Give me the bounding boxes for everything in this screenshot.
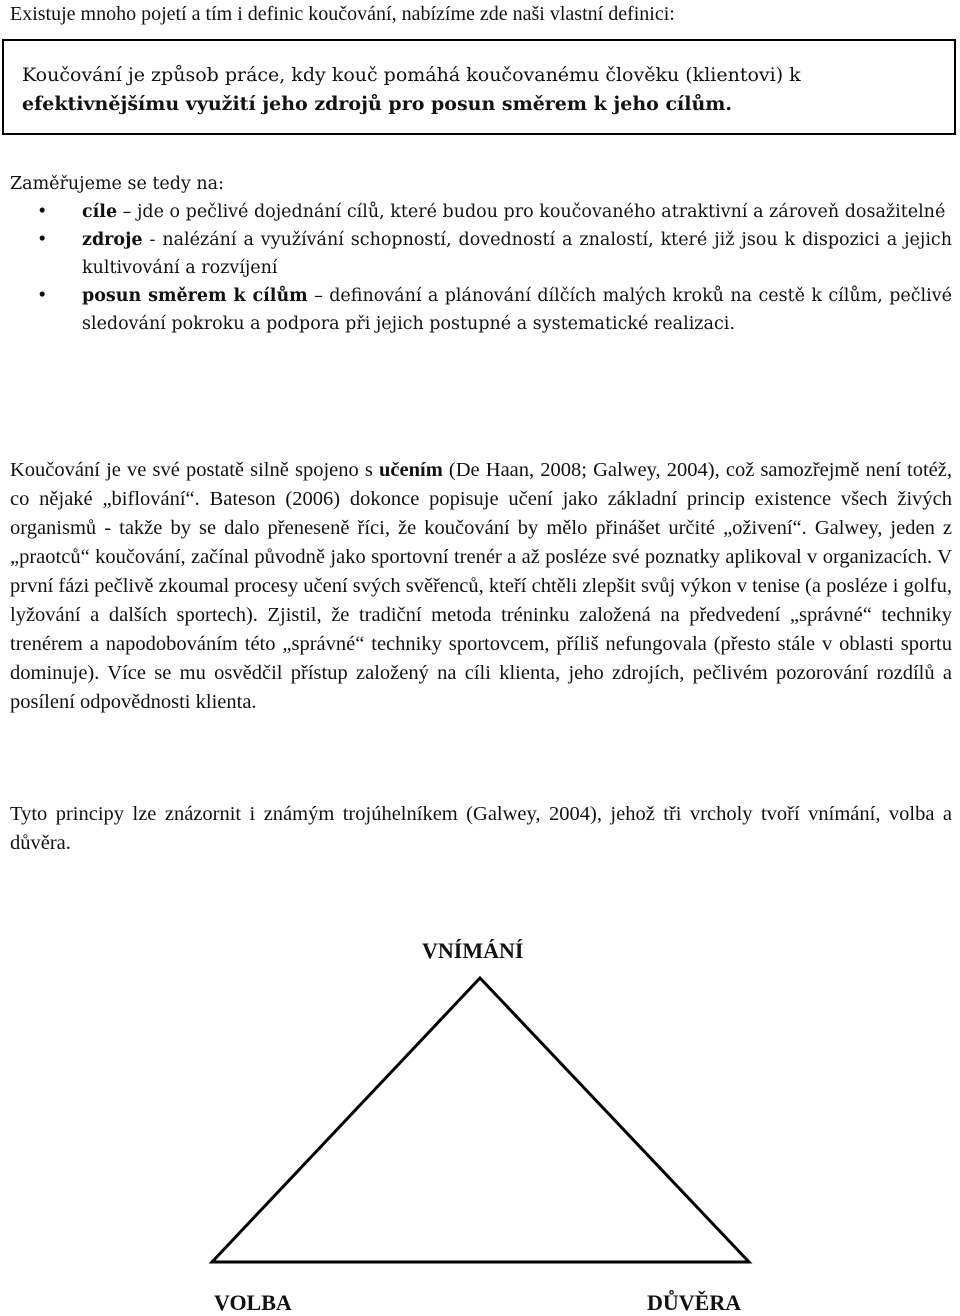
focus-text: – definování a plánování dílčích malých kroků na cestě k cílům, pečlivé sledování pokroku a podpora při jejich postupné a systematické realizaci. bbox=[82, 286, 952, 334]
definition-line-1: Koučování je způsob práce, kdy kouč pomáhá koučovanému člověku (klientovi) k bbox=[22, 64, 801, 86]
bullet-icon: • bbox=[37, 286, 48, 306]
paragraph-learning-rest: (De Haan, 2008; Galwey, 2004), což samozřejmě není totéž, co nějaké „biflování“. Bateson (2006) dokonce popisuje učení jako základní princip existence všech živých organismů - takže by se dalo přeneseně říci, že koučování by mělo přinášet určité „oživení“. Galwey, jeden z „praotců“ koučování, začínal původně jako sportovní trenér a až posléze své poznatky aplikoval v organizacích. V první fázi pečlivě zkoumal procesy učení svých svěřenců, kteří chtěli zlepšit svůj výkon v tenise (a posléze i golfu, lyžování a dalších sportech). Zjistil, že tradiční metoda tréninku založená na předvedení „správné“ techniky trenérem a napodobováním této „správné“ techniky sportovcem, příliš nefungovala (přesto stále v oblasti sportu dominuje). Více se mu osvědčil přístup založený na cíli klienta, jeho zdrojích, pečlivém pozorování rozdílů a posílení odpovědnosti klienta. bbox=[10, 459, 952, 713]
focus-term: posun směrem k cílům bbox=[82, 286, 308, 306]
triangle-label-choice: VOLBA bbox=[214, 1290, 292, 1315]
bullet-icon: • bbox=[37, 202, 48, 222]
focus-lead: Zaměřujeme se tedy na: bbox=[10, 174, 225, 194]
bullet-icon: • bbox=[37, 230, 48, 250]
paragraph-triangle-intro: Tyto principy lze znázornit i známým trojúhelníkem (Galwey, 2004), jehož tři vrcholy tvoří vnímání, volba a důvěra. bbox=[10, 803, 952, 854]
paragraph-learning-start: Koučování je ve své postatě silně spojeno s bbox=[10, 459, 379, 481]
intro-text: Existuje mnoho pojetí a tím i definic koučování, nabízíme zde naši vlastní definici: bbox=[10, 3, 675, 25]
focus-term: zdroje bbox=[82, 230, 143, 250]
focus-term: cíle bbox=[82, 202, 118, 222]
learning-term: učením bbox=[379, 459, 443, 481]
focus-text: – jde o pečlivé dojednání cílů, které budou pro koučovaného atraktivní a zároveň dosažitelné bbox=[117, 202, 946, 222]
triangle-label-trust: DŮVĚRA bbox=[647, 1290, 742, 1315]
triangle-label-perception: VNÍMÁNÍ bbox=[422, 938, 524, 963]
definition-line-2: efektivnějšímu využití jeho zdrojů pro posun směrem k jeho cílům. bbox=[22, 93, 732, 115]
triangle-shape bbox=[212, 978, 749, 1262]
focus-text: - nalézání a využívání schopností, dovedností a znalostí, které již jsou k dispozici a jejich kultivování a rozvíjení bbox=[82, 230, 952, 278]
